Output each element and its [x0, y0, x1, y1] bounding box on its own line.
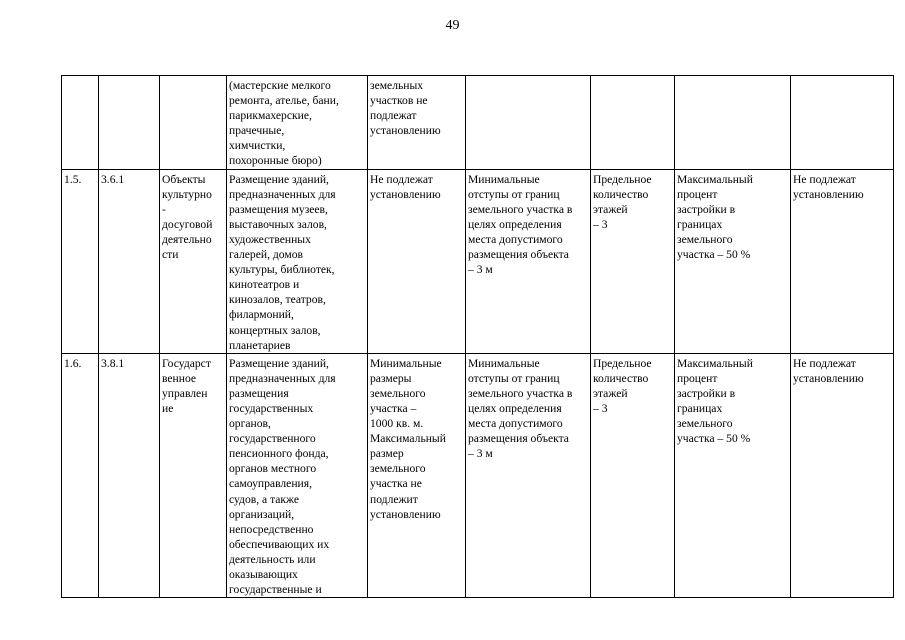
table-row — [62, 76, 894, 170]
use-name-cell — [160, 76, 227, 170]
use-code-cell: 3.6.1 — [99, 169, 160, 353]
setbacks-cell: Минимальные отступы от границ земельного участка в целях определения места допустимого размещения объекта – 3 м — [466, 353, 591, 598]
row-number-cell: 1.5. — [62, 169, 99, 353]
other-params-cell: Не подлежат установлению — [791, 169, 894, 353]
page-number: 49 — [445, 18, 460, 33]
use-name-cell: Объекты культурно - досуговой деятельно сти — [160, 169, 227, 353]
coverage-cell — [675, 76, 791, 170]
row-number-cell: 1.6. — [62, 353, 99, 598]
plot-size-cell: Не подлежат установлению — [368, 169, 466, 353]
setbacks-cell: Минимальные отступы от границ земельного участка в целях определения места допустимого размещения объекта – 3 м — [466, 169, 591, 353]
land-use-regulations-table — [61, 75, 894, 598]
use-code-cell: 3.8.1 — [99, 353, 160, 598]
plot-size-cell: земельных участков не подлежат установлению — [368, 76, 466, 170]
floors-cell: Предельное количество этажей – 3 — [591, 353, 675, 598]
use-description-cell: Размещение зданий, предназначенных для размещения музеев, выставочных залов, художественных галерей, домов культуры, библиотек, кинотеатров и кинозалов, театров, филармоний, концертных залов, планетариев — [227, 169, 368, 353]
plot-size-cell: Минимальные размеры земельного участка – 1000 кв. м. Максимальный размер земельного участка не подлежит установлению — [368, 353, 466, 598]
table-row — [62, 353, 894, 598]
floors-cell — [591, 76, 675, 170]
setbacks-cell — [466, 76, 591, 170]
other-params-cell: Не подлежат установлению — [791, 353, 894, 598]
floors-cell: Предельное количество этажей – 3 — [591, 169, 675, 353]
table-row — [62, 169, 894, 353]
use-description-cell: (мастерские мелкого ремонта, ателье, бани, парикмахерские, прачечные, химчистки, похоронные бюро) — [227, 76, 368, 170]
use-description-cell: Размещение зданий, предназначенных для размещения государственных органов, государственного пенсионного фонда, органов местного самоуправления, судов, а также организаций, непосредственно обеспечивающих их деятельность или оказывающих государственные и — [227, 353, 368, 598]
use-name-cell: Государст венное управлен ие — [160, 353, 227, 598]
other-params-cell — [791, 76, 894, 170]
row-number-cell — [62, 76, 99, 170]
coverage-cell: Максимальный процент застройки в границах земельного участка – 50 % — [675, 353, 791, 598]
use-code-cell — [99, 76, 160, 170]
coverage-cell: Максимальный процент застройки в границах земельного участка – 50 % — [675, 169, 791, 353]
